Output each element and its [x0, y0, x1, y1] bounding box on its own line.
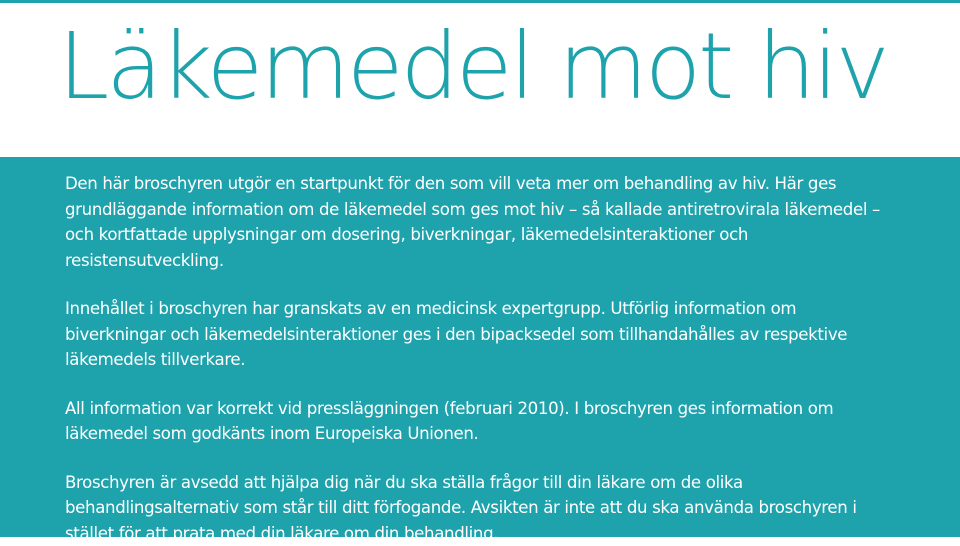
review-paragraph: Innehållet i broschyren har granskats av en medicinsk expertgrupp. Utförlig information om biverkningar och läkemedelsinteraktioner ges i den bipacksedel som tillhandahålles av respektive läkemedels tillverkare.: [65, 296, 885, 373]
accuracy-paragraph: All information var korrekt vid pressläggningen (februari 2010). I broschyren ges information om läkemedel som godkänts inom Europeiska Unionen.: [65, 396, 885, 447]
purpose-paragraph: Broschyren är avsedd att hjälpa dig när du ska ställa frågor till din läkare om de olika behandlingsalternativ som står till ditt förfogande. Avsikten är inte att du ska använda broschyren i stället för att prata med din läkare om din behandling.: [65, 470, 885, 546]
intro-paragraph: Den här broschyren utgör en startpunkt för den som vill veta mer om behandling av hiv. Här ges grundläggande information om de läkemedel som ges mot hiv – så kallade antiretrovirala läkemedel – och kortfattade upplysningar om dosering, biverkningar, läkemedelsinteraktioner och resistensutveckling.: [65, 171, 885, 273]
intro-panel: [0, 157, 960, 537]
page-title: Läkemedel mot hiv: [58, 5, 887, 129]
intro-text: [65, 171, 885, 546]
title-area: [0, 3, 960, 157]
